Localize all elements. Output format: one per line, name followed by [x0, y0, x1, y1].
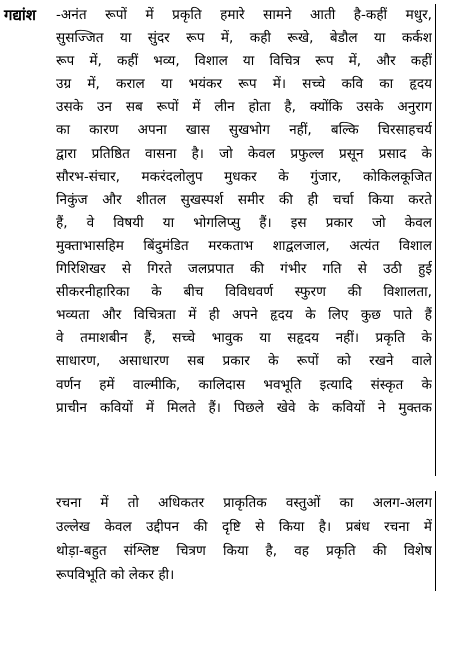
text-line: उसके उन सब रूपों में लीन होता है, क्योंकि उसके अनुराग [56, 99, 432, 116]
text-line: हैं, वे विषयी या भोगलिप्सु हैं। इस प्रकार जो केवल [56, 214, 432, 231]
text-line: रूप में, कहीं भव्य, विशाल या विचित्र रूप में, और कहीं [56, 53, 432, 70]
text-line: मुक्ताभासहिम बिंदुमंडित मरकताभ शाद्वलजाल, अत्यंत विशाल [56, 237, 432, 254]
text-line: वे तमाशबीन हैं, सच्चे भावुक या सहृदय नहीं। प्रकृति के [56, 330, 432, 347]
text-line: थोड़ा-बहुत संश्लिष्ट चित्रण किया है, वह प्रकृति की विशेष [56, 543, 432, 559]
text-line: रूपविभूति को लेकर ही। [56, 567, 175, 583]
text-line: -अनंत रूपों में प्रकृति हमारे सामने आती है-कहीं मधुर, [56, 7, 432, 23]
text-line: निकुंज और शीतल सुखस्पर्श समीर की ही चर्चा किया करते [56, 191, 432, 208]
text-line: प्राचीन कवियों में मिलते हैं। पिछले खेवे के कवियों ने मुक्तक [56, 399, 432, 416]
passage-paragraph-1 [56, 4, 436, 476]
text-line: सौरभ-संचार, मकरंदलोलुप मुधकर के गुंजार, कोकिलकूजित [56, 168, 432, 185]
text-line: का कारण अपना खास सुखभोग नहीं, बल्कि चिरसाहचर्य [56, 122, 432, 139]
passage-paragraph-2 [56, 491, 436, 591]
text-line: सुसज्जित या सुंदर रूप में, कही रूखे, बेडौल या कर्कश [56, 30, 432, 47]
text-line: साधारण, असाधारण सब प्रकार के रूपों को रखने वाले [56, 353, 432, 370]
text-line: गिरिशिखर से गिरते जलप्रपात की गंभीर गति से उठी हुई [56, 261, 432, 278]
text-line: वर्णन हमें वाल्मीकि, कालिदास भवभूति इत्यादि संस्कृत के [56, 376, 432, 393]
text-line: भव्यता और विचित्रता में ही अपने हृदय के लिए कुछ पाते हैं [56, 307, 432, 324]
text-line: उग्र में, कराल या भयंकर रूप में। सच्चे कवि का हृदय [56, 76, 432, 93]
text-line: रचना में तो अधिकतर प्राकृतिक वस्तुओं का अलग-अलग [56, 495, 432, 511]
text-line: सीकरनीहारिका के बीच विविधवर्ण स्फुरण की विशालता, [56, 284, 432, 301]
text-line: द्वारा प्रतिष्ठित वासना है। जो केवल प्रफुल्ल प्रसून प्रसाद के [56, 145, 432, 162]
text-line: उल्लेख केवल उद्दीपन की दृष्टि से किया है। प्रबंध रचना में [56, 519, 432, 535]
gadyansh-label: गद्यांश [4, 6, 36, 24]
